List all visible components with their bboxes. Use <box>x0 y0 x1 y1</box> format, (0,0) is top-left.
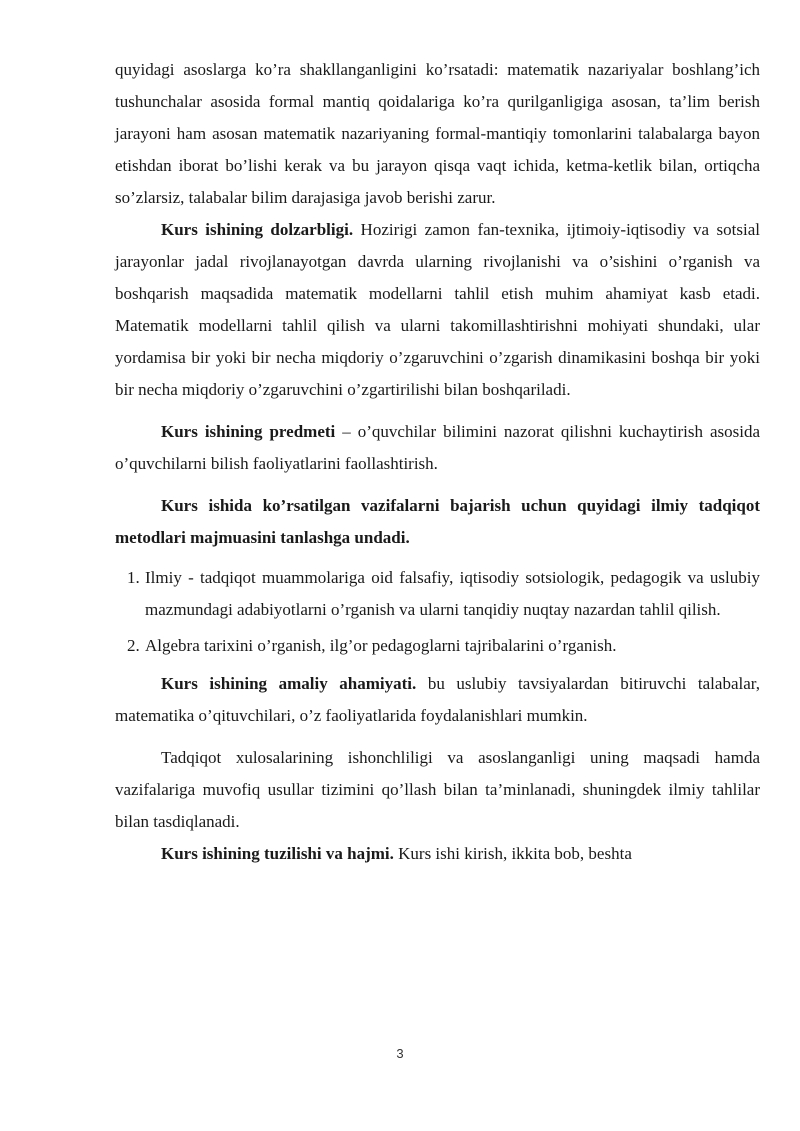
predmet-title: Kurs ishining predmeti <box>161 422 336 441</box>
dolzarblik-paragraph <box>115 214 760 406</box>
page-number: 3 <box>396 1046 404 1061</box>
list-item <box>115 630 760 662</box>
list-item-number: 2. <box>127 636 140 655</box>
amaliy-paragraph <box>115 668 760 732</box>
list-item <box>115 562 760 626</box>
dolzarblik-title: Kurs ishining dolzarbligi. <box>161 220 354 239</box>
tuzilish-title: Kurs ishining tuzilishi va hajmi. <box>161 844 394 863</box>
tuzilish-paragraph <box>115 838 760 870</box>
amaliy-title: Kurs ishining amaliy ahamiyati. <box>161 674 417 693</box>
methods-list <box>115 562 760 662</box>
document-page <box>115 54 760 870</box>
xulosa-paragraph: Tadqiqot xulosalarining ishonchliligi va asoslanganligi uning maqsadi hamda vazifalariga muvofiq usullar tizimini qo’llash bilan ta’minlanadi, shuningdek ilmiy tahlilar bilan tasdiqlanadi. <box>115 748 760 831</box>
metodlar-heading <box>115 490 760 554</box>
amaliy-text: bu uslubiy tavsiyalardan bitiruvchi talabalar, matematika o’qituvchilari, o’z faoliyatlarida foydalanishlari mumkin. <box>115 674 760 725</box>
predmet-paragraph <box>115 416 760 480</box>
dolzarblik-text: Hozirigi zamon fan-texnika, ijtimoiy-iqtisodiy va sotsial jarayonlar jadal rivojlanayotgan davrda ularning rivojlanishi va o’sishini o’rganish va boshqarish maqsadida matematik modellarni tahlil etish muhim ahamiyat kasb etadi. Matematik modellarni tahlil qilish va ularni takomillashtirishni mohiyati shundaki, ular yordamisa bir yoki bir necha miqdoriy o’zgaruvchini o’zgarish dinamikasini boshqa bir yoki bir necha miqdoriy o’zgaruvchini o’zgartirilishi bilan boshqariladi. <box>115 220 761 399</box>
intro-paragraph: quyidagi asoslarga ko’ra shakllanganligini ko’rsatadi: matematik nazariyalar boshlang’ich tushunchalar asosida formal mantiq qoidalariga ko’ra qurilganligiga asosan, ta’lim berish jarayoni ham asosan matematik nazariyaning formal-mantiqiy tomonlarini talabalarga bayon etishdan iborat bo’lishi kerak va bu jarayon qisqa vaqt ichida, ketma-ketlik bilan, ortiqcha so’zlarsiz, talabalar bilim darajasiga javob berishi zarur. <box>115 60 760 207</box>
metodlar-heading-text: Kurs ishida ko’rsatilgan vazifalarni bajarish uchun quyidagi ilmiy tadqiqot metodlari majmuasini tanlashga undadi. <box>115 496 760 547</box>
list-item-number: 1. <box>127 568 140 587</box>
list-item-text: Algebra tarixini o’rganish, ilg’or pedagoglarni tajribalarini o’rganish. <box>145 636 617 655</box>
tuzilish-text: Kurs ishi kirish, ikkita bob, beshta <box>393 844 632 863</box>
predmet-text: – o’quvchilar bilimini nazorat qilishni kuchaytirish asosida o’quvchilarni bilish faoliyatlarini faollashtirish. <box>115 422 761 473</box>
list-item-text: Ilmiy - tadqiqot muammolariga oid falsafiy, iqtisodiy sotsiologik, pedagogik va uslubiy mazmundagi adabiyotlarni o’rganish va ularni tanqidiy nuqtay nazardan tahlil qilish. <box>145 568 760 619</box>
